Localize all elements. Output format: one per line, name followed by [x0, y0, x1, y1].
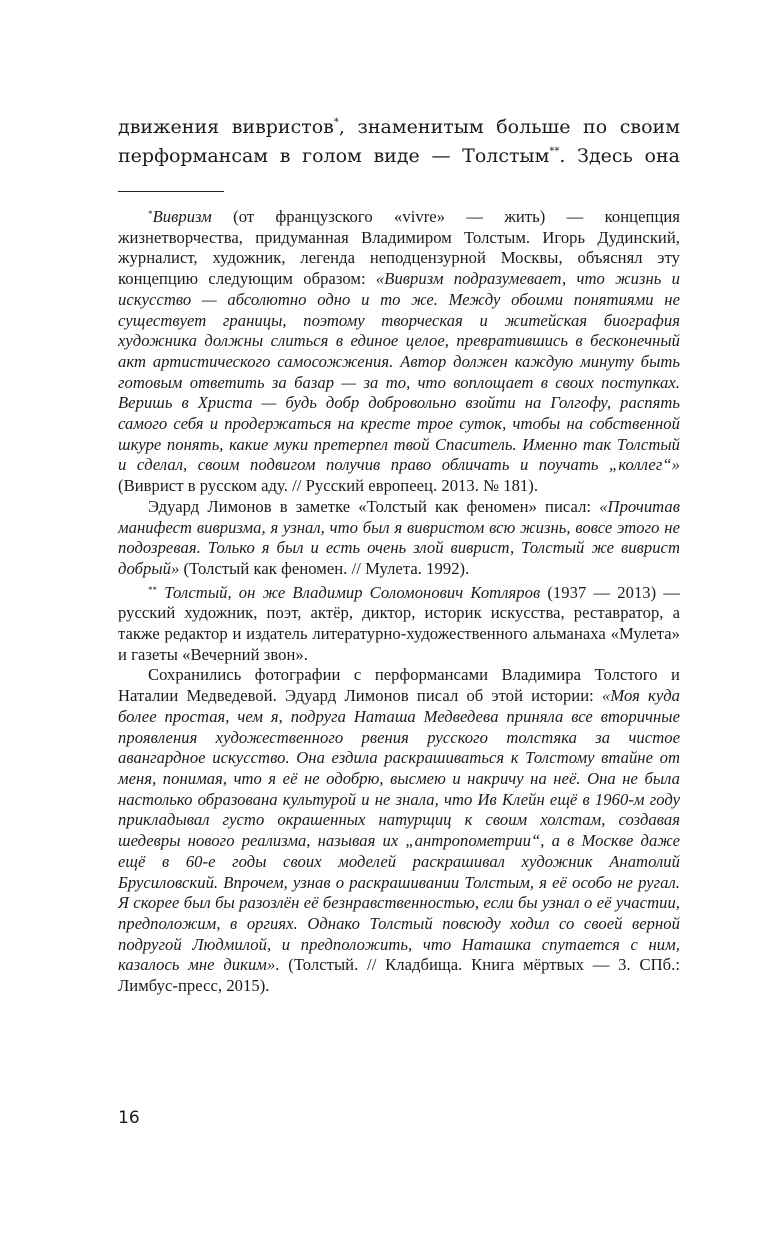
footnote-text: Эдуард Лимонов в заметке «Толстый как феномен» писал: [148, 496, 600, 516]
main-text-fragment: перформансам в голом виде — Толстым [118, 145, 550, 167]
footnote-text: (от французского «vivre» — жить) — концепция жизнетворчества, придуманная Владимиром Толстым. Игорь Дудинский, журналист, художник, легенда неподцензурной Москвы, объяснял эту концепцию следующим образом: [118, 207, 680, 289]
main-line-2 [118, 142, 680, 171]
footnote-2-name: Толстый, он же Владимир Соломонович Котляров [164, 582, 541, 602]
footnote-marker-2: ** [549, 146, 560, 157]
main-text [118, 113, 680, 171]
footnote-text: Сохранились фотографии с перформансами Владимира Толстого и Наталии Медведевой. Эдуард Лимонов писал об этой истории: [118, 665, 680, 706]
page-number: 16 [118, 1108, 140, 1128]
main-text-fragment: движения вивристов [118, 116, 334, 138]
footnotes [118, 207, 680, 997]
main-text-fragment: , знаменитым больше по своим [338, 116, 680, 138]
footnote-text: (1937 — 2013) — русский художник, поэт, актёр, диктор, историк искусства, реставратор, а также редактор и издатель литературно-художественного альманаха «Мулета» и газеты «Вечерний звон». [118, 582, 680, 664]
footnote-quote: «Вивризм подразумевает, что жизнь и искусство — абсолютно одно и то же. Между обоими понятиями не существует границы, поэтому творческая и житейская биография художника должны слиться в единое целое, превратившись в бесконечный акт артистического самосожжения. Автор должен каждую минуту быть готовым ответить за базар — за то, что воплощает в своих поступках. Веришь в Христа — будь добр добровольно взойти на Голгофу, распять самого себя и продержаться на кресте трое суток, чтобы на собственной шкуре понять, какие муки претерпел твой Спаситель. Именно так Толстый и сделал, своим подвигом получив право обличать и поучать „коллег“» [118, 269, 680, 475]
footnote-1-paragraph-2 [118, 497, 680, 580]
footnote-citation: . (Толстый. // Кладбища. Книга мёртвых — 3. СПб.: Лимбус-пресс, 2015). [118, 955, 680, 996]
main-text-fragment: . Здесь она [559, 145, 680, 167]
footnote-2-paragraph-2 [118, 665, 680, 996]
footnote-divider [118, 191, 224, 192]
footnote-1-marker: * [148, 209, 153, 219]
footnote-1-paragraph-1 [118, 207, 680, 497]
footnote-quote: «Моя куда более простая, чем я, подруга Наташа Медведева приняла все вторичные проявления художественного рвения русского толстяка за чистое авангардное искусство. Она ездила раскрашиваться к Толстому втайне от меня, понимая, что я её не одобрю, высмею и накричу на неё. Она не была настолько образована культурой и не знала, что Ив Клейн ещё в 1960-м году прикладывал густо окрашенных натурщиц к своим холстам, создавая шедевры нового реализма, называя их „антропометрии“, а в Москве даже ещё в 60-е годы своих моделей раскрашивал художник Анатолий Брусиловский. Впрочем, узнав о раскрашивании Толстым, я её особо не ругал. Я скорее был бы разозлён её безнравственностью, если бы узнал о её участии, предположим, в оргиях. Однако Толстый повсюду ходил со своей верной подругой Людмилой, и предположить, что Наташка спутается с ним, казалось мне диким» [118, 686, 681, 975]
footnote-1-term: Вивризм [152, 207, 212, 226]
footnote-quote: «Прочитав манифест вивризма, я узнал, что был я вивристом всю жизнь, вовсе этого не подозревая. Только я был и есть очень злой виврист, Толстый же виврист добрый» [118, 496, 680, 578]
footnote-marker-1: * [333, 117, 339, 128]
footnote-2-paragraph-1 [118, 583, 680, 666]
footnote-citation: (Виврист в русском аду. // Русский европеец. 2013. № 181). [118, 476, 539, 496]
main-line-1 [118, 113, 680, 142]
footnote-2-marker: ** [148, 584, 158, 595]
footnote-citation: (Толстый как феномен. // Мулета. 1992). [179, 558, 470, 578]
